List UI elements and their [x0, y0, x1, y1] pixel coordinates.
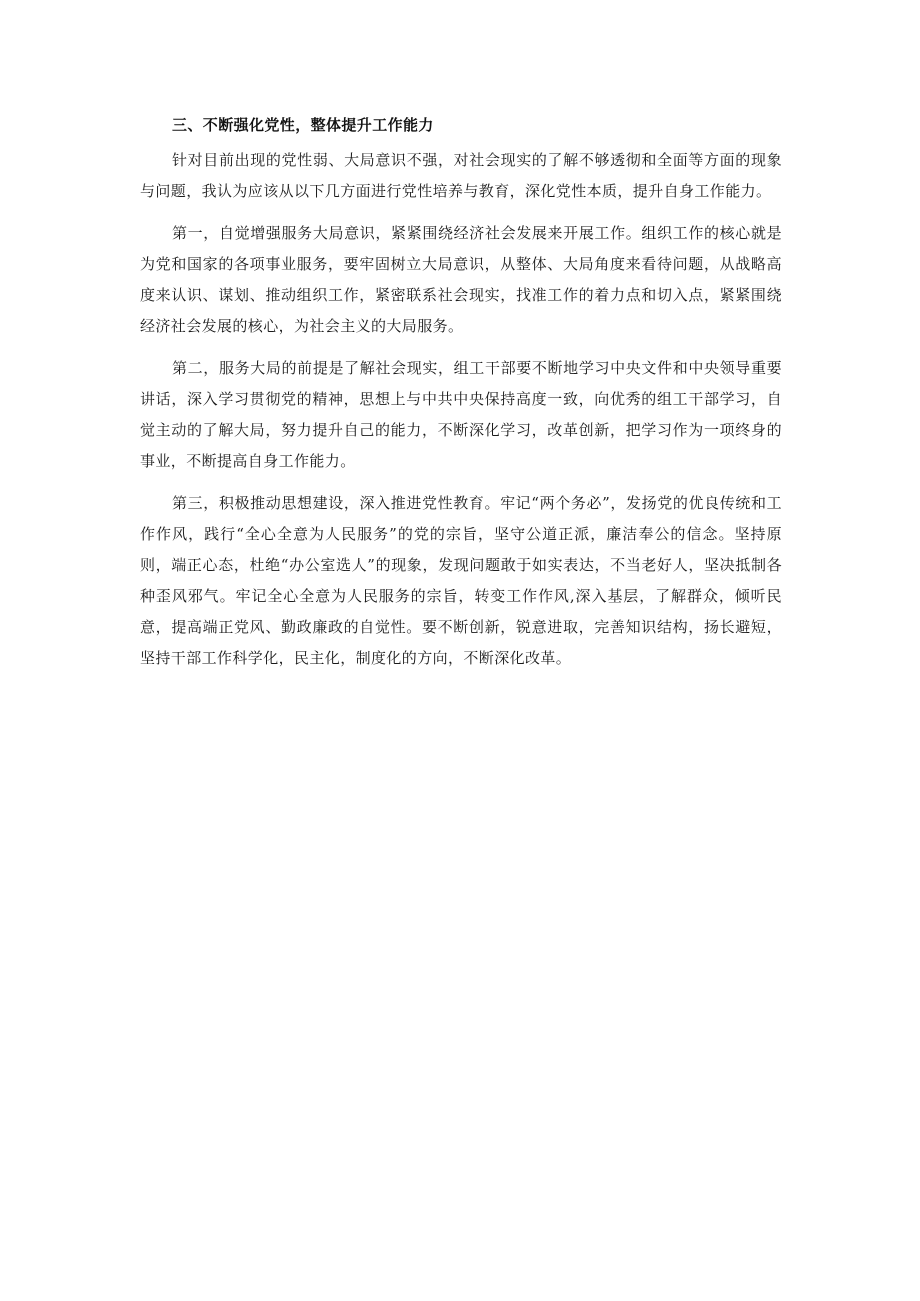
document-body: [140, 110, 782, 685]
paragraph-first: 第一，自觉增强服务大局意识，紧紧围绕经济社会发展来开展工作。组织工作的核心就是为党和国家的各项事业服务，要牢固树立大局意识，从整体、大局角度来看待问题，从战略高度来认识、谋划、推动组织工作，紧密联系社会现实，找准工作的着力点和切入点，紧紧围绕经济社会发展的核心，为社会主义的大局服务。: [140, 224, 782, 335]
paragraph-second: 第二，服务大局的前提是了解社会现实，组工干部要不断地学习中央文件和中央领导重要讲话，深入学习贯彻党的精神，思想上与中共中央保持高度一致，向优秀的组工干部学习，自觉主动的了解大局，努力提升自己的能力，不断深化学习，改革创新，把学习作为一项终身的事业，不断提高自身工作能力。: [140, 359, 782, 470]
paragraph-intro: 针对目前出现的党性弱、大局意识不强，对社会现实的了解不够透彻和全面等方面的现象与问题，我认为应该从以下几方面进行党性培养与教育，深化党性本质，提升自身工作能力。: [140, 151, 782, 200]
paragraph-third: 第三，积极推动思想建设，深入推进党性教育。牢记“两个务必”，发扬党的优良传统和工作作风，践行“全心全意为人民服务”的党的宗旨，坚守公道正派，廉洁奉公的信念。坚持原则，端正心态，杜绝“办公室选人”的现象，发现问题敢于如实表达，不当老好人，坚决抵制各种歪风邪气。牢记全心全意为人民服务的宗旨，转变工作作风,深入基层，了解群众，倾听民意，提高端正党风、勤政廉政的自觉性。要不断创新，锐意进取，完善知识结构，扬长避短，坚持干部工作科学化，民主化，制度化的方向，不断深化改革。: [140, 494, 782, 667]
section-heading: 三、不断强化党性，整体提升工作能力: [172, 116, 434, 134]
